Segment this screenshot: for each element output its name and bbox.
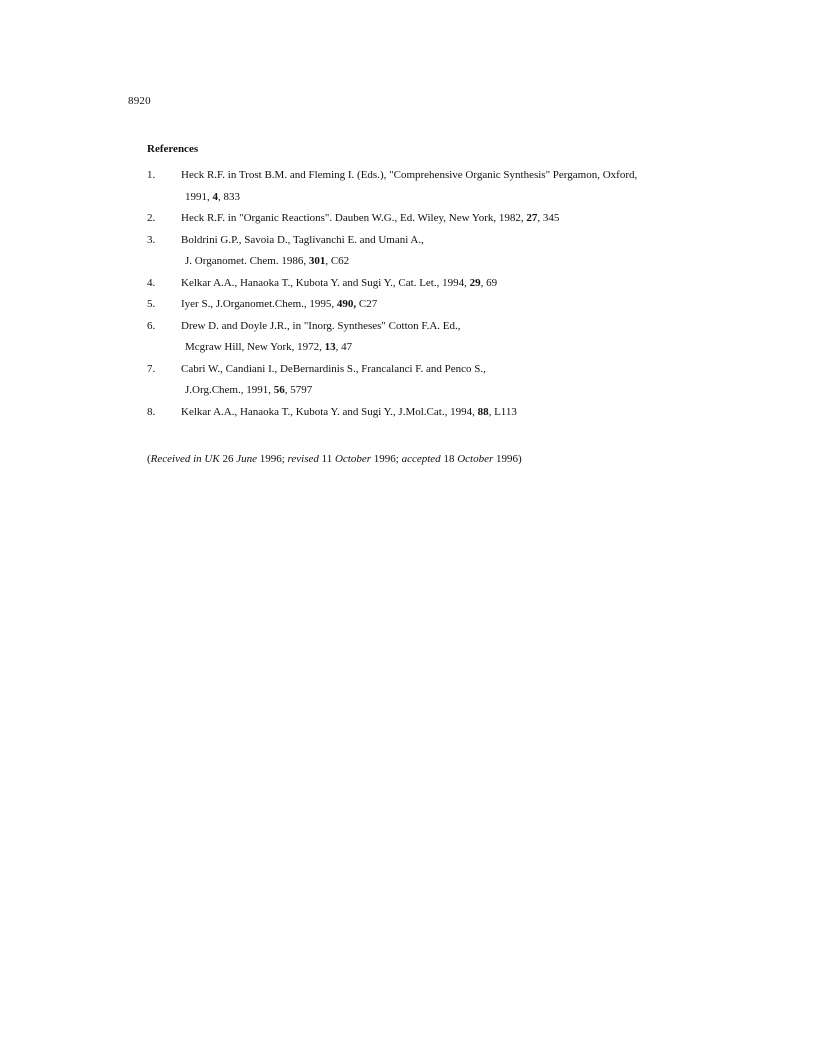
reference-item xyxy=(147,273,707,295)
reference-text: Mcgraw Hill, New York, 1972, xyxy=(185,341,325,353)
accepted-date: 18 xyxy=(440,453,458,465)
reference-volume: 27 xyxy=(526,212,538,224)
received-month: June xyxy=(236,453,257,465)
reference-text: , 5797 xyxy=(284,384,313,396)
reference-line xyxy=(181,316,707,338)
accepted-month: October xyxy=(457,453,494,465)
reference-number: 2. xyxy=(147,212,156,224)
reference-item xyxy=(147,208,707,230)
reference-number: 1. xyxy=(147,169,156,181)
reference-number: 4. xyxy=(147,276,156,289)
reference-text: J. Organomet. Chem. 1986, xyxy=(185,255,309,267)
accepted-label: accepted xyxy=(401,453,441,465)
reference-line xyxy=(181,208,707,230)
reference-line xyxy=(181,380,707,402)
reference-item xyxy=(147,402,707,424)
received-open: ( xyxy=(147,453,151,465)
reference-volume: 29 xyxy=(469,276,481,289)
reference-line xyxy=(181,273,707,295)
reference-list xyxy=(147,165,707,423)
reference-text: , 69 xyxy=(480,276,498,289)
reference-text: 1991, xyxy=(185,190,213,203)
reference-volume: 4 xyxy=(212,190,218,203)
reference-volume: 490, xyxy=(336,298,357,310)
reference-text: Kelkar A.A., Hanaoka T., Kubota Y. and Sugi Y., Cat. Let., 1994, xyxy=(181,276,470,289)
accepted-year: 1996) xyxy=(493,453,522,465)
reference-text: , L113 xyxy=(488,405,517,418)
reference-text: Drew D. and Doyle J.R., in "Inorg. Syntheses" Cotton F.A. Ed., xyxy=(181,319,461,332)
reference-volume: 56 xyxy=(273,384,285,396)
reference-number: 6. xyxy=(147,319,156,332)
reference-text: Cabri W., Candiani I., DeBernardinis S., Francalanci F. and Penco S., xyxy=(181,362,486,375)
revised-year: 1996; xyxy=(371,453,402,465)
reference-text: J.Org.Chem., 1991, xyxy=(185,384,274,396)
reference-item xyxy=(147,230,707,273)
reference-text: , 345 xyxy=(537,212,560,224)
reference-volume: 13 xyxy=(324,341,336,353)
reference-line xyxy=(181,230,707,252)
reference-item xyxy=(147,165,707,208)
received-label: Received in UK xyxy=(150,453,220,465)
reference-line xyxy=(181,294,707,316)
reference-line xyxy=(181,337,707,359)
reference-text: Boldrini G.P., Savoia D., Taglivanchi E. and Umani A., xyxy=(181,233,424,246)
reference-item xyxy=(147,359,707,402)
reference-number: 8. xyxy=(147,405,156,418)
reference-line xyxy=(181,402,707,424)
reference-number: 5. xyxy=(147,298,156,310)
reference-text: C27 xyxy=(356,298,378,310)
reference-line xyxy=(181,359,707,381)
reference-text: , 833 xyxy=(218,190,240,203)
page-number: 8920 xyxy=(128,95,151,107)
received-note xyxy=(147,453,522,465)
reference-line xyxy=(181,251,707,273)
revised-month: October xyxy=(334,453,372,465)
reference-line xyxy=(181,187,707,209)
reference-item xyxy=(147,316,707,359)
reference-number: 7. xyxy=(147,362,156,375)
reference-text: Heck R.F. in Trost B.M. and Fleming I. (Eds.), "Comprehensive Organic Synthesis" Pergamon, Oxford, xyxy=(181,169,638,181)
revised-label: revised xyxy=(287,453,319,465)
reference-volume: 301 xyxy=(308,255,326,267)
reference-text: Iyer S., J.Organomet.Chem., 1995, xyxy=(181,298,337,310)
reference-text: , 47 xyxy=(335,341,353,353)
reference-text: Kelkar A.A., Hanaoka T., Kubota Y. and Sugi Y., J.Mol.Cat., 1994, xyxy=(181,405,478,418)
reference-item xyxy=(147,294,707,316)
reference-text: Heck R.F. in "Organic Reactions". Dauben W.G., Ed. Wiley, New York, 1982, xyxy=(181,212,527,224)
revised-date: 11 xyxy=(318,453,335,465)
reference-line xyxy=(181,165,707,187)
references-heading: References xyxy=(147,143,199,155)
reference-text: , C62 xyxy=(325,255,350,267)
reference-number: 3. xyxy=(147,233,156,246)
reference-volume: 88 xyxy=(477,405,489,418)
received-year: 1996; xyxy=(256,453,288,465)
received-date: 26 xyxy=(219,453,237,465)
